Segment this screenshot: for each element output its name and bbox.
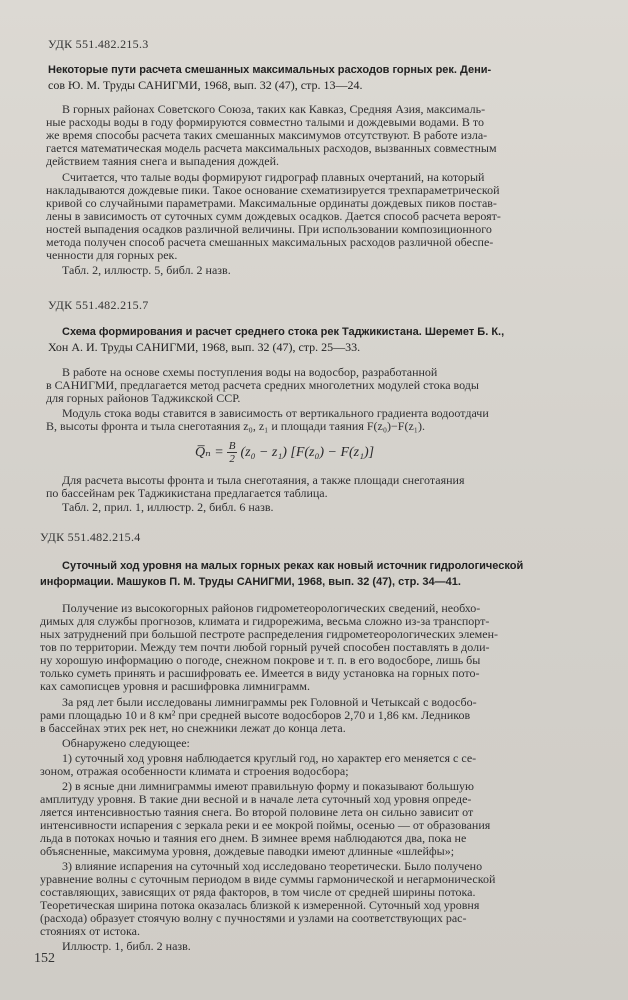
body-line: ностей выпадения осадков различной величины. При использовании композиционного	[46, 222, 492, 236]
body-line: льда в потоках ночью и таяния его днем. В зимнее время наблюдаются два, пока не	[40, 831, 467, 845]
body-line: Модуль стока воды ставится в зависимость от вертикального градиента водоотдачи	[62, 406, 489, 420]
body-line: интенсивности испарения с зеркала реки и ее мокрой поймы, осенью — от образования	[40, 818, 491, 832]
udk-code: УДК 551.482.215.4	[40, 530, 141, 544]
body-line: В работе на основе схемы поступления воды на водосбор, разработанной	[62, 365, 438, 379]
body-line: действием таяния снега и выпадения дождей.	[46, 154, 279, 168]
body-line: За ряд лет были исследованы лимниграммы рек Головной и Четыксай с водосбо-	[62, 695, 477, 709]
body-line: в САНИГМИ, предлагается метод расчета средних многолетних модулей стока воды	[46, 378, 479, 392]
body-line: димых для службы прогнозов, климата и гидрорежима, весьма сложно из-за транспорт-	[40, 614, 490, 628]
body-line: в бассейнах этих рек нет, но снежники лежат до конца лета.	[40, 721, 346, 735]
formula-fraction	[227, 440, 238, 465]
body-line: Получение из высокогорных районов гидрометеорологических сведений, необхо-	[62, 601, 481, 615]
body-line: В горных районах Советского Союза, таких как Кавказ, Средняя Азия, максималь-	[62, 102, 486, 116]
biblio-line: Иллюстр. 1, библ. 2 назв.	[62, 939, 191, 953]
body-line: Теоретическая ширина потока оказалась близкой к измеренной. Суточный ход уровня	[40, 898, 480, 912]
formula-lhs: Q̅ₙ =	[195, 445, 224, 460]
page-number: 152	[34, 951, 55, 966]
body-line: (расхода) образует стоячую волну с пучностями и узлами на соответствующих рас-	[40, 911, 467, 925]
body-line: ну хорошую информацию о погоде, снежном покрове и т. п. в его водосборе, лишь бы	[40, 653, 481, 667]
body-line: метода получен способ расчета смешанных максимальных расходов различной обеспе-	[46, 235, 494, 249]
abstract-citation: информации. Машуков П. М. Труды САНИГМИ, 1968, вып. 32 (47), стр. 34—41.	[40, 576, 461, 588]
body-line: тов по территории. Между тем почти любой горный ручей способен поставлять в доли-	[40, 640, 490, 654]
body-line: 3) влияние испарения на суточный ход исследовано теоретически. Было получено	[62, 859, 483, 873]
body-line: амплитуду уровня. В такие дни весной и в начале лета суточный ход уровня опреде-	[40, 792, 472, 806]
body-line: 2) в ясные дни лимниграммы имеют правильную форму и показывают большую	[62, 779, 474, 793]
body-line: лены в зависимость от суточных сумм дождевых осадков. Дается способ расчета вероят-	[46, 209, 501, 223]
body-line: ных затруднений при большой пестроте распределения гидрометеорологических элемен-	[40, 627, 498, 641]
body-line: ляется интенсивностью таяния снега. Во второй половине лета он сильно зависит от	[40, 805, 474, 819]
formula	[195, 440, 374, 465]
formula-denominator: 2	[229, 453, 235, 465]
udk-code: УДК 551.482.215.3	[48, 37, 149, 51]
abstract-title: Суточный ход уровня на малых горных реках как новый источник гидрологической	[62, 560, 524, 572]
body-line: накладываются дождевые пики. Такое основание схематизируется трехпараметрической	[46, 183, 500, 197]
body-line: рами площадью 10 и 8 км² при средней высоте водосборов 2,70 и 1,86 км. Ледников	[40, 708, 471, 722]
body-line: по бассейнам рек Таджикистана предлагается таблица.	[46, 486, 328, 500]
body-line: B, высоты фронта и тыла снеготаяния z₀, z₁ и площади таяния F(z₀)−F(z₁).	[46, 419, 425, 433]
formula-numerator: B	[228, 440, 236, 452]
biblio-line: Табл. 2, прил. 1, иллюстр. 2, библ. 6 назв.	[62, 500, 274, 514]
body-line: уравнение волны с суточным периодом в виде суммы гармонической и негармонической	[40, 872, 496, 886]
udk-code: УДК 551.482.215.7	[48, 298, 149, 312]
body-line: Обнаружено следующее:	[62, 736, 190, 750]
body-line: составляющих, зависящих от ряда факторов, в том числе от средней ширины потока.	[40, 885, 476, 899]
body-line: зоном, отражая особенности климата и строения водосбора;	[40, 764, 349, 778]
body-line: гается математическая модель расчета максимальных расходов, вызванных совместным	[46, 141, 497, 155]
abstract-title: Схема формирования и расчет среднего стока рек Таджикистана. Шеремет Б. К.,	[62, 326, 505, 338]
body-line: для горных районов Таджикской ССР.	[46, 391, 241, 405]
body-line: кривой со случайными параметрами. Максимальные ординаты дождевых пиков постав-	[46, 196, 497, 210]
body-line: Для расчета высоты фронта и тыла снеготаяния, а также площади снеготаяния	[62, 473, 465, 487]
body-line: объясненные, максимума уровня, дождевые паводки имеют длинные «шлейфы»;	[40, 844, 455, 858]
abstract-title: Некоторые пути расчета смешанных максимальных расходов горных рек. Дени-	[48, 64, 492, 76]
body-line: ные расходы воды в году формируются совместно талыми и дождевыми водами. В то	[46, 115, 484, 129]
abstract-citation: Хон А. И. Труды САНИГМИ, 1968, вып. 32 (47), стр. 25—33.	[48, 340, 361, 354]
biblio-line: Табл. 2, иллюстр. 5, библ. 2 назв.	[62, 263, 231, 277]
body-line: стояниях от истока.	[40, 924, 140, 938]
body-line: Считается, что талые воды формируют гидрограф плавных очертаний, на который	[62, 170, 485, 184]
abstract-citation: сов Ю. М. Труды САНИГМИ, 1968, вып. 32 (47), стр. 13—24.	[48, 78, 363, 92]
body-line: 1) суточный ход уровня наблюдается круглый год, но характер его меняется с се-	[62, 751, 477, 765]
body-line: только суметь принять и расшифровать ее. Имеется в виду установка на горных пото-	[40, 666, 480, 680]
body-line: ках самописцев уровня и расшифровка лимниграмм.	[40, 679, 310, 693]
formula-rhs: (z₀ − z₁) [F(z₀) − F(z₁)]	[240, 444, 375, 460]
body-line: ченности для горных рек.	[46, 248, 178, 262]
body-line: же время способы расчета таких смешанных максимумов отсутствуют. В работе изла-	[46, 128, 488, 142]
